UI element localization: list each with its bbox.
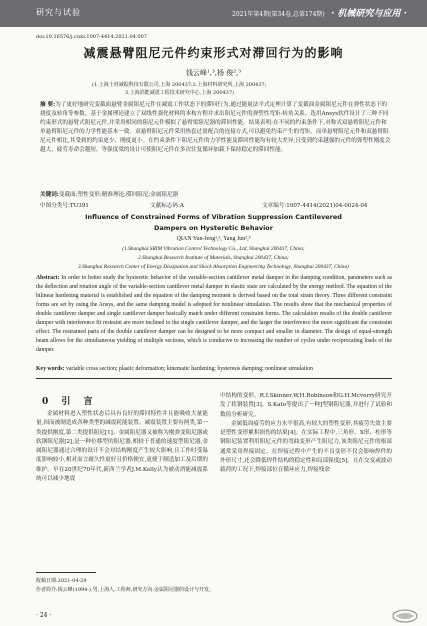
journal-name: 研究与试验 (36, 8, 81, 17)
abstract-en-label: Abstract: (36, 275, 60, 281)
affiliation-en-3: 3.Shanghai Research Center of Energy Dissipation and Shock Absorption Engineering Technology, Shanghai 200437, China) (78, 264, 349, 270)
keywords-cn-label: 关键词: (40, 192, 59, 198)
clc-number: 中图分类号:TU391 (40, 203, 89, 209)
document-code: 文献标志码:A (150, 203, 184, 209)
section-heading-introduction: 0 引 言 (42, 397, 98, 407)
abstract-en (36, 274, 392, 364)
authors-en: QIAN Yun-feng¹,³, Yang Jun²,³ (176, 236, 251, 242)
article-number: 文章编号:1007-4414(2021)04-0024-04 (262, 203, 368, 209)
paragraph: 金属材料进入塑性状态后具有良好的滞回特性并且能吸收大量能量,因而被制造成各种类型的减震耗能装置。减震装置主要有两类,第一类提供刚度,第二类提供阻尼[1]。金属阻尼器又被称为刚弹变阻尼器或软钢阻尼器[2],是一种位移型的阻尼器,相较于普通的速度型阻尼器,金属阻尼器通过合理的设计不会对结构刚度产生较大影响,且工作时受温度影响较小,相对而言耐久性更好且价格便宜,更便于制造加工及后期的维护。早在20世纪70年代,新西兰学者J.M.Kelly认为被动消能减震系统可以减少地震 (36, 411, 208, 483)
keywords-cn (40, 191, 392, 200)
body-column-left (36, 410, 208, 560)
doi: doi:10.16576/j.cnki.1007-4414.2021.04.007 (36, 34, 147, 40)
abstract-en-text: In order to better study the hysteretic behavior of the variable-section cantilever metal damper in the damping condition, parameters such as the deflection and rotation angle of the variable-section cantilever metal damper in elastic state are calculated by the energy method. The equation of the bilinear hardening material is established and the equation of the damping moment is derived based on the total strain theory. Three different constraint forms are set by using the Ansys, and the same damping model is adopted for nonlinear simulation. The results show that the mechanical properties of double cantilever damper and single cantilever damper basically match under different constraint forms. The calculation results of the double cantilever damper with interference fit restraint are more inclined to the single cantilever damper, and the larger the interference the more significant the constraint effect. The restrained parts of the double cantilever damper can be designed to be more compact and smaller in diameter. The design of equal-strength beam allows for the simultaneous yielding of multiple sections, which is conducive to increasing the number of cycles under reciprocating loads of the damper. (36, 275, 392, 353)
affiliation-en-2: 2.Shanghai Research Institute of Materials, Shanghai 200437, China; (138, 255, 289, 261)
paragraph: 中结构的变形。R.I.Skinner,W.H.Robinson和G.H.Mcverry研究开发了软钢装置[3]。S.Kato等提出了一种J型钢阻尼器,并进行了试验和数值分析研究。 (220, 393, 392, 418)
keywords-en (36, 365, 392, 374)
keywords-en-text: variable cross section; plastic deformation; kinematic hardening; hysteresis damping; nonlinear simulation (65, 366, 313, 372)
abstract-cn-text: 为了更好地研究变截面悬臂金属阻尼元件在减震工作状态下的滞回行为,通过能量法平式定理计算了变截面金属阻尼元件在弹性状态下的挠度及转角等参数。基于金属理论建立了双线性强化材料的本构方程并求出阻尼元件的弹塑性弯矩-转角关系。选用Ansys软件设计了三种不同约束形式的悬臂式阻尼元件,并采用相同的阻尼元件模拟了悬臂梁阻尼器的滞回性能。结果表明:在不同的约束条件下,对称式双悬臂阻尼元件和单悬臂阻尼元件的力学性能基本一致。双悬臂阻尼元件采用热套过盈配合的连接方式,可以避免约束产生的弯矩。而单悬臂阻尼元件和双悬臂阻尼元件相比,其受到的约束更少、刚度更小。在约束条件下阻尼元件的力学性能及滞回性能均有较大差异,且受到约束越强的元件的弹塑性刚度会越大、疲劳寿命会越短。等强度梁的设计可使阻尼元件在多次往复循环加载下保持稳定的滞回性能。 (40, 102, 391, 153)
body-column-right (220, 392, 392, 566)
section-divider (36, 378, 392, 379)
authors-cn: 钱云峰¹,³,杨 俊²,³ (185, 69, 242, 77)
column-name: · 机械研究与应用 · (331, 9, 408, 19)
received-date: 收稿日期:2021-04-29 (36, 578, 87, 584)
keywords-cn-text: 变截面;塑性变形;精准理论;滞回阻尼;金属阻尼器 (58, 192, 179, 198)
paper-title-cn: 减震悬臂阻尼元件约束形式对滞回行为的影响 (83, 46, 344, 60)
paper-title-en-line-2: Dampers on Hysteretic Behavior (154, 224, 273, 232)
affiliation-cn-1: (1.上海土材减振科技有限公司,上海 200437;2.上海材料研究所,上海 200437; (92, 82, 267, 88)
paper-title-en-line-1: Influence of Constrained Forms of Vibration Suppression Cantilevered (85, 213, 342, 221)
page-number: · 24 · (36, 612, 52, 619)
affiliation-en-1: (1.Shanghai SRIM Vibration Control Technology Co., Ltd, Shanghai 200437, China; (122, 246, 305, 252)
affiliation-cn-2: 3.上海消能减震工程技术研究中心,上海 200437) (125, 90, 234, 96)
paragraph: 金属低周疲劳的应力水平很高,有较大的塑性变形,其疲劳失效主要是塑性变形累积损伤的结果[4]。在实际工程中,三角形、X形、柱形等钢阻尼装置利用阻尼元件的弯曲变形产生阻尼力,该类阻尼元件的根部通常采用焊接固定。在焊接过程中产生的不良变形不仅会影响焊件的外形尺寸,还会降低焊件结构的稳定性和局部强度[5]。且在交变或波动载荷的工况下,焊接部位在循环应力,焊接残余 (220, 420, 392, 474)
author-bio: 作者简介:钱云峰(1994-),男,上海人,工程师,研究方向:金属阻尼器的设计与开发。 (36, 587, 215, 593)
keywords-en-label: Key words: (36, 366, 65, 372)
footnote-rule (36, 572, 96, 573)
journal-logo-icon (392, 609, 418, 623)
issue-info: 2021年第4期(第34卷,总第174期) (232, 11, 325, 18)
abstract-cn-label: 摘 要: (40, 102, 56, 108)
abstract-cn (40, 101, 392, 190)
